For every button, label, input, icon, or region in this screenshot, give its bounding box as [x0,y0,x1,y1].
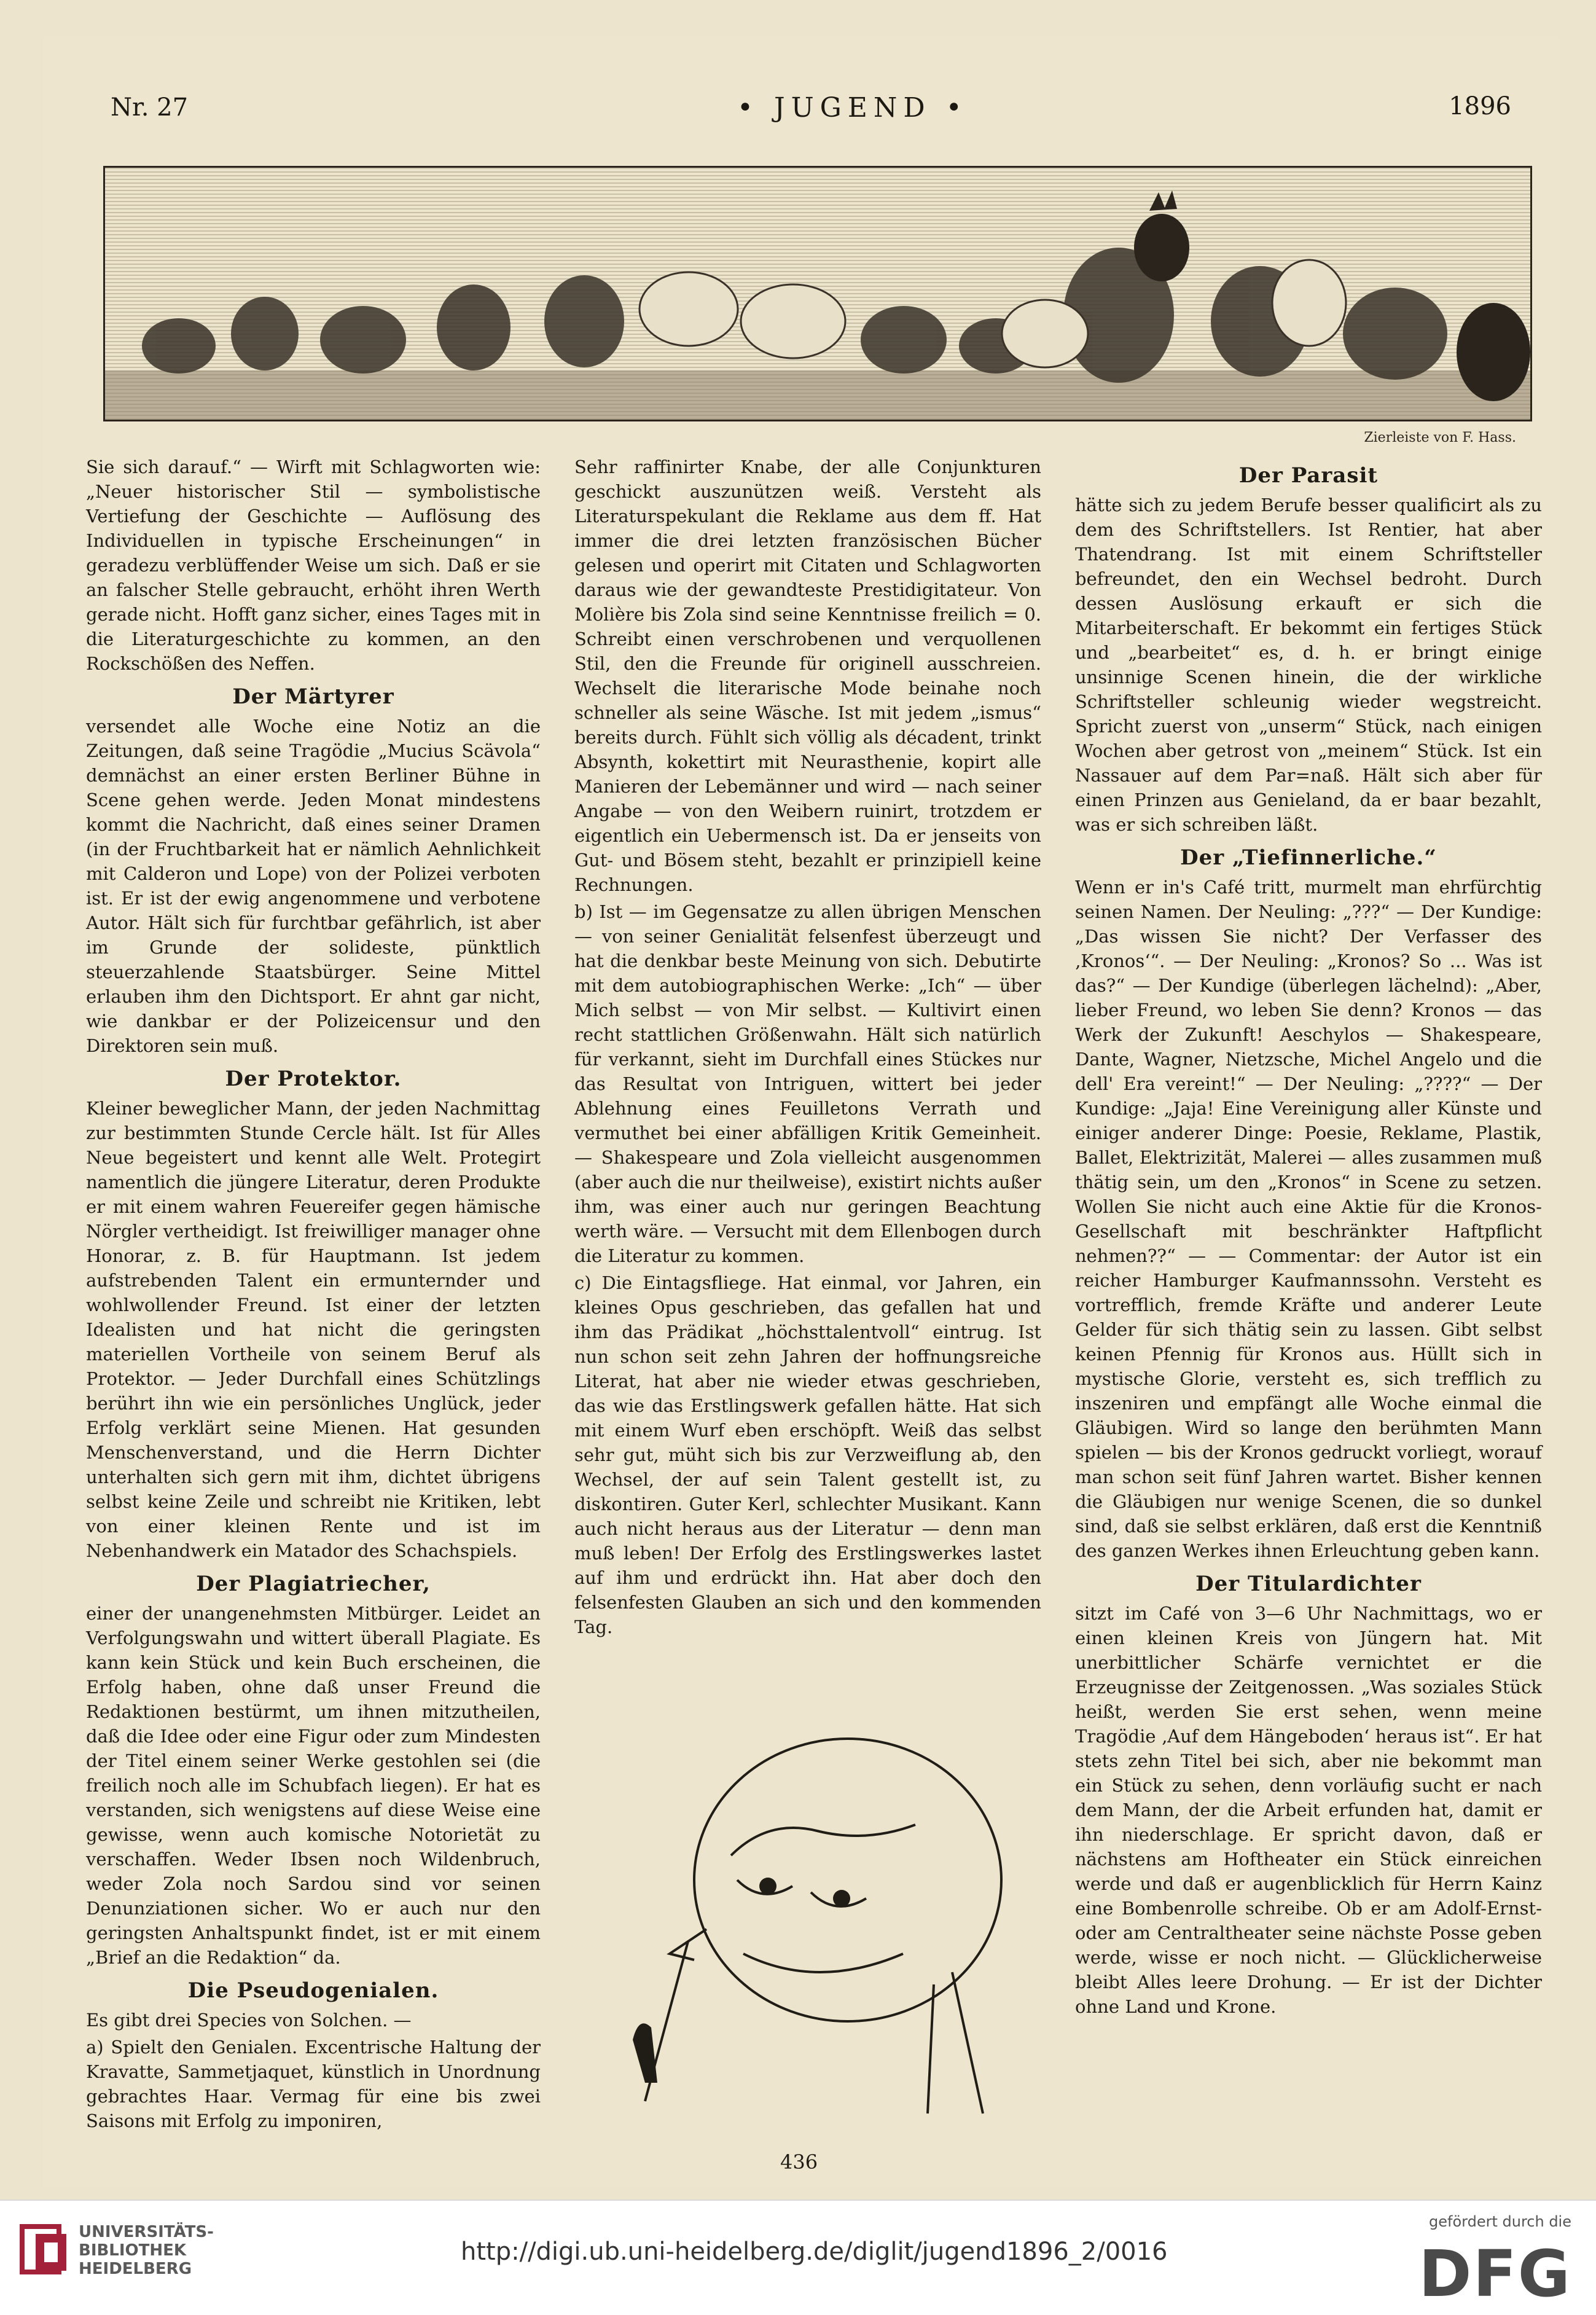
paragraph: Wenn er in's Café tritt, murmelt man ehrfürchtig seinen Namen. Der Neuling: „???“ — Der Kundige: „Das wissen Sie nicht? Der Verfasser des ‚Kronos‘“. — Der Neuling: „Kronos? So ... Was ist das?“ — Der Kundige (überlegen lächelnd): „Aber, lieber Freund, wo leben Sie denn? Kronos — das Werk der Zukunft! Aeschylos — Shakespeare, Dante, Wagner, Nietzsche, Michel Angelo und die dell' Era vereint!“ — Der Neuling: „????“ — Der Kundige: „Jaja! Eine Vereinigung aller Künste und einiger anderer Dinge: Poesie, Reklame, Plastik, Ballet, Elektrizität, Malerei — alles zusammen muß thätig sein, um den „Kronos“ in Scene zu setzen. Wollen Sie nicht auch eine Aktie für die Kronos-Gesellschaft mit beschränkter Haftpflicht nehmen??“ — — Commentar: der Autor ist ein reicher Hamburger Kaufmannssohn. Versteht es vortrefflich, fremde Kräfte und anderer Leute Gelder für sich thätig sein zu lassen. Gibt selbst keinen Pfennig für Kronos aus. Hüllt sich in mystische Glorie, versteht es, sich trefflich zu inszeniren und empfängt alle Woche einmal die Gläubigen. Wird so lange den berühmten Mann spielen — bis der Kronos gedruckt vorliegt, worauf man schon seit fünf Jahren wartet. Bisher kennen die Gläubigen nur wenige Scenen, die so dunkel sind, daß sie selbst erklären, daß erst die Kenntniß des ganzen Werkes ihnen Erleuchtung geben kann. [1075,877,1542,1561]
year: 1896 [1449,92,1511,120]
paragraph: Sehr raffinirter Knabe, der alle Conjunkturen geschickt auszunützen weiß. Versteht als Literaturspekulant die Reklame aus dem ff. Hat immer die drei letzten französischen Bücher gelesen und operirt mit Citaten und Schlagworten daraus wie der gewandteste Prestidigitateur. Von Molière bis Zola sind seine Kenntnisse freilich = 0. Schreibt einen verschrobenen und verquollenen Stil, den die Freunde für originell ausschreien. Wechselt die literarische Mode beinahe noch schneller als seine Wäsche. Ist mit jedem „ismus“ bereits durch. Fühlt sich völlig als décadent, trinkt Absynth, kokettirt mit Neurasthenie, kopirt alle Manieren der Lebemänner und wird — nach seiner Angabe — von den Weibern ruinirt, trotzdem er eigentlich ein Uebermensch ist. Da er jenseits von Gut- und Bösem steht, bezahlt er prinzipiell keine Rechnungen. [574,456,1041,895]
chicken-illustration-icon [105,168,1530,420]
section-heading: Der Titulardichter [1195,1572,1422,1596]
paragraph: einer der unangenehmsten Mitbürger. Leidet an Verfolgungswahn und wittert überall Plagiate. Es kann kein Stück und kein Buch erscheinen, die Erfolg haben, ohne daß unser Freund die Redaktionen bestürmt, um ihnen mitzutheilen, daß die Idee oder eine Figur oder zum Mindesten der Titel einem seiner Werke gestohlen sei (die freilich noch alle im Schubfach liegen). Er hat es verstanden, sich wenigstens auf diese Weise eine gewisse, wenn auch komische Notorietät zu verschaffen. Weder Ibsen noch Wildenbruch, weder Zola noch Sardou sind vor seinen Denunziationen sicher. Wo er auch nur den geringsten Anhaltspunkt findet, ist er mit einem „Brief an die Redaktion“ da. [86,1603,541,1968]
section-heading: Der Märtyrer [232,684,394,709]
caricature-head-icon [584,1696,1038,2138]
library-name: UNIVERSITÄTS- BIBLIOTHEK HEIDELBERG [79,2223,214,2278]
text-column-1 [86,455,541,2136]
page-header [68,57,1530,124]
paragraph: sitzt im Café von 3—6 Uhr Nachmittags, wo er einen kleinen Kreis von Jüngern hat. Mit unerbittlicher Schärfe vernichtet er die Erzeugnisse der Zeitgenossen. „Was soziales Stück heißt, werden Sie erst sehen, wenn meine Tragödie ‚Auf dem Hängeboden‘ heraus ist“. Er hat stets zehn Titel bei sich, aber nie bekommt man ein Stück zu sehen, denn vorläufig sucht er nach dem Mann, der die Arbeit erfunden hat, damit er ihn niederschlage. Er spricht davon, daß er nächstens am Hoftheater ein Stück einreichen werde und daß er augenblicklich für Herrn Kainz eine Bombenrolle schreibe. Ob er am Adolf-Ernst- oder am Centraltheater seine nächste Posse geben werde, wisse er noch nicht. — Glücklicherweise bleibt Alles leere Drohung. — Er ist der Dichter ohne Land und Krone. [1075,1603,1542,2017]
paragraph: b) Ist — im Gegensatze zu allen übrigen Menschen — von seiner Genialität felsenfest überzeugt und hat die denkbar beste Meinung von sich. Debutirte mit dem autobiographischen Werke: „Ich“ — über Mich selbst — von Mir selbst. — Kultivirt einen recht stattlichen Größenwahn. Hält sich natürlich für verkannt, sieht im Durchfall eines Stückes nur das Resultat von Intriguen, wittert bei jeder Ablehnung eines Feuilletons Verrath und vermuthet bei einer abfälligen Kritik Gemeinheit. — Shakespeare und Zola vielleicht ausgenommen (aber auch die nur theilweise), existirt nichts außer ihm, was einer auch nur geringen Beachtung werth wäre. — Versucht mit dem Ellenbogen durch die Literatur zu kommen. [574,901,1041,1266]
paragraph: c) Die Eintagsfliege. Hat einmal, vor Jahren, ein kleines Opus geschrieben, das gefallen hat und ihm das Prädikat „höchsttalentvoll“ eintrug. Ist nun schon seit zehn Jahren der hoffnungsreiche Literat, hat aber nie wieder etwas geschrieben, das wie das Erstlingswerk gefallen hätte. Hat sich mit einem Wurf eben erschöpft. Weiß das selbst sehr gut, müht sich bis zur Verzweiflung ab, den Wechsel, der auf sein Talent gestellt ist, zu diskontiren. Guter Kerl, schlechter Musikant. Kann auch nicht heraus aus der Literatur — denn man muß leben! Der Erfolg des Erstlingswerkes lastet auf ihm und erdrückt ihn. Hat aber doch den felsenfesten Glauben an sich und den kommenden Tag. [574,1272,1041,1637]
section-heading: Der „Tiefinnerliche.“ [1180,845,1437,870]
issue-number: Nr. 27 [111,93,189,122]
text-column-2 [574,455,1041,1642]
source-url-link[interactable]: http://digi.ub.uni-heidelberg.de/diglit/jugend1896_2/0016 [461,2238,1168,2266]
section-heading: Der Plagiatriecher, [196,1572,431,1596]
chicken-banner-illustration [103,166,1532,421]
paragraph: a) Spielt den Genialen. Excentrische Haltung der Kravatte, Sammetjaquet, künstlich in Unordnung gebrachtes Haar. Vermag für eine bis zwei Saisons mit Erfolg zu imponiren, [86,2037,541,2131]
section-heading: Der Parasit [1238,463,1379,488]
section-heading: Die Pseudogenialen. [187,1978,439,2003]
journal-title: • JUGEND • [737,92,968,123]
dfg-logo[interactable]: DFG [1418,2236,1571,2311]
university-library-logo-icon[interactable] [17,2222,72,2277]
paragraph: Sie sich darauf.“ — Wirft mit Schlagworten wie: „Neuer historischer Stil — symbolistische Vertiefung der Geschichte — Auflösung des Individuellen in typische Erscheinungen“ in geradezu verblüffender Weise um sich. Daß er sie an falscher Stelle gebraucht, erhöht ihren Werth gerade nicht. Hofft ganz sicher, eines Tages mit in die Literaturgeschichte zu kommen, an den Rockschößen des Neffen. [86,456,541,674]
funding-note: gefördert durch die [1429,2213,1571,2230]
section-heading: Der Protektor. [225,1067,402,1091]
text-column-3 [1075,455,1542,2021]
paragraph: hätte sich zu jedem Berufe besser qualificirt als zu dem des Schriftstellers. Ist Rentier, hat aber Thatendrang. Ist mit einem Schriftsteller befreundet, den ein Wechsel bedroht. Durch dessen Auslösung erkauft er sich die Mitarbeiterschaft. Er bekommt ein fertiges Stück und „bearbeitet“ es, d. h. er bringt einige unsinnige Scenen hinein, die der wirkliche Schriftsteller schleunig wieder wegstreicht. Spricht zuerst von „unserm“ Stück, nach einigen Wochen aber getrost von „meinem“ Stück. Ist ein Nassauer auf dem Par=naß. Hält sich aber für einen Prinzen aus Genieland, da er baar bezahlt, was er sich schreiben läßt. [1075,495,1542,835]
paragraph: Es gibt drei Species von Solchen. — [86,2010,412,2031]
paragraph: Kleiner beweglicher Mann, der jeden Nachmittag zur bestimmten Stunde Cercle hält. Ist für Alles Neue begeistert und kennt alle Welt. Protegirt namentlich die jüngere Literatur, deren Produkte er mit einem wahren Feuereifer gegen hämische Nörgler vertheidigt. Ist freiwilliger manager ohne Honorar, z. B. für Hauptmann. Ist jedem aufstrebenden Talent ein ermunternder und wohlwollender Freund. Ist einer der letzten Idealisten und hat nicht die geringsten materiellen Vortheile von seinem Beruf als Protektor. — Jeder Durchfall eines Schützlings berührt ihn wie ein persönliches Unglück, jeder Erfolg verklärt seine Mienen. Hat gesunden Menschenverstand, und die Herrn Dichter unterhalten sich gern mit ihm, dichtet übrigens selbst keine Zeile und schreibt nie Kritiken, lebt von einer kleinen Rente und ist im Nebenhandwerk ein Matador des Schachspiels. [86,1098,541,1561]
caricature-illustration [584,1696,1038,2138]
illustration-caption: Zierleiste von F. Hass. [1364,430,1516,445]
paragraph: versendet alle Woche eine Notiz an die Zeitungen, daß seine Tragödie „Mucius Scävola“ demnächst an einer ersten Berliner Bühne in Scene gehen werde. Jeden Monat mindestens kommt die Nachricht, daß eines seiner Dramen (in der Fruchtbarkeit hat er nämlich Aehnlichkeit mit Calderon und Lope) von der Polizei verboten ist. Er ist der ewig angenommene und verbotene Autor. Hält sich für furchtbar gefährlich, ist aber im Grunde der solideste, pünktlich steuerzahlende Staatsbürger. Seine Mittel erlauben ihm den Dichtsport. Er ahnt gar nicht, wie dankbar er der Polizeicensur und den Direktoren sein muß. [86,716,541,1056]
page-number: 436 [780,2150,818,2174]
digitization-footer [0,2199,1596,2315]
